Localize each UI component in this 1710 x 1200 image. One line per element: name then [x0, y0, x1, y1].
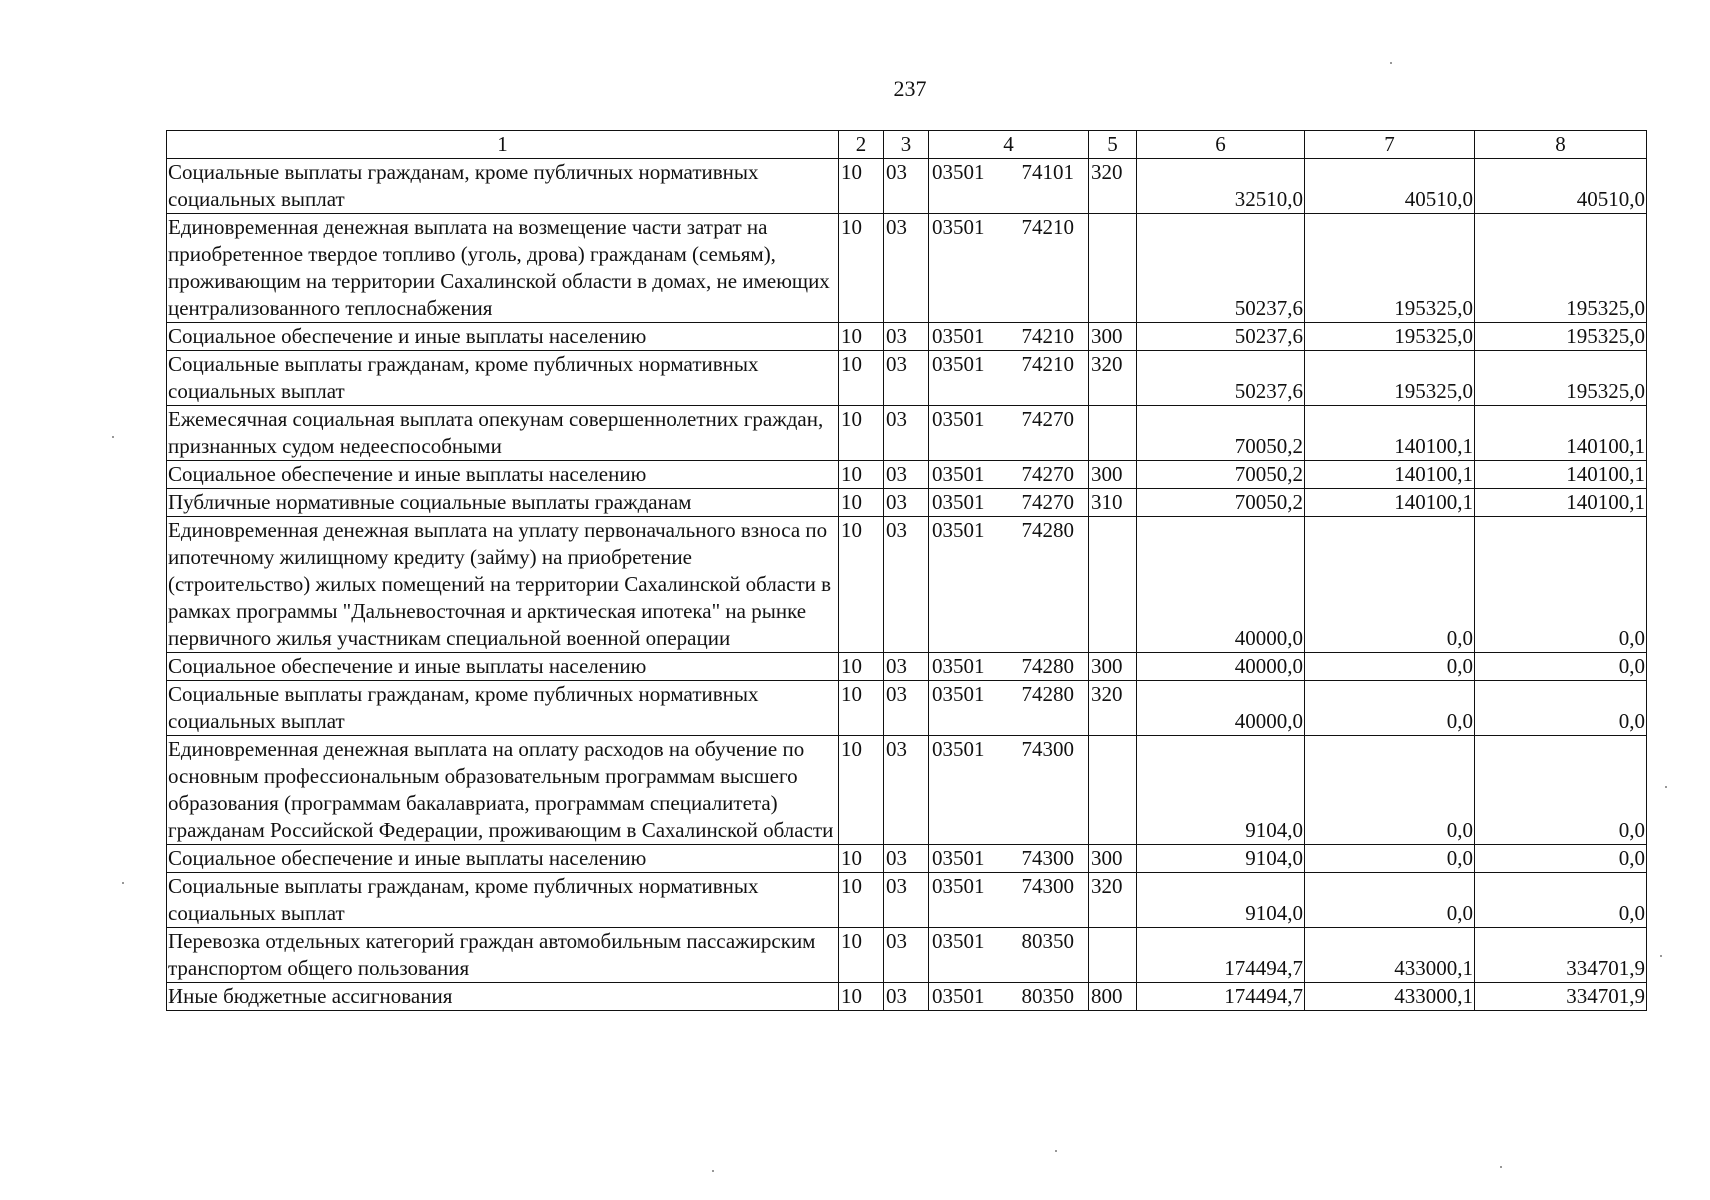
subsection-code-cell: 03 [884, 351, 929, 406]
amount-col8-cell: 0,0 [1475, 873, 1647, 928]
table-row [167, 928, 1647, 983]
expense-type-cell [1089, 736, 1137, 845]
expense-type-cell: 320 [1089, 351, 1137, 406]
scan-speck [1660, 955, 1662, 957]
scan-speck [1055, 1150, 1057, 1152]
section-code-cell: 10 [839, 489, 884, 517]
target-article-cell [929, 517, 1089, 653]
subsection-code-cell: 03 [884, 873, 929, 928]
table-row [167, 461, 1647, 489]
table-row [167, 351, 1647, 406]
table-row [167, 681, 1647, 736]
direction-code: 74300 [1021, 846, 1074, 870]
target-article-cell [929, 928, 1089, 983]
scan-speck [122, 882, 124, 884]
table-row [167, 653, 1647, 681]
amount-col7-cell: 140100,1 [1305, 461, 1475, 489]
header-cell: 8 [1475, 131, 1647, 159]
section-code-cell: 10 [839, 159, 884, 214]
subsection-code-cell: 03 [884, 928, 929, 983]
table-row [167, 323, 1647, 351]
target-article-cell [929, 653, 1089, 681]
section-code-cell: 10 [839, 845, 884, 873]
table-row [167, 489, 1647, 517]
amount-col7-cell: 195325,0 [1305, 351, 1475, 406]
amount-col8-cell: 140100,1 [1475, 406, 1647, 461]
direction-code: 74270 [1021, 462, 1074, 486]
section-code-cell: 10 [839, 461, 884, 489]
subsection-code-cell: 03 [884, 159, 929, 214]
subsection-code-cell: 03 [884, 983, 929, 1011]
subsection-code-cell: 03 [884, 406, 929, 461]
program-code: 03501 [932, 352, 985, 376]
expense-name-cell: Публичные нормативные социальные выплаты гражданам [167, 489, 839, 517]
table-row [167, 214, 1647, 323]
amount-col6-cell: 40000,0 [1137, 517, 1305, 653]
subsection-code-cell: 03 [884, 489, 929, 517]
direction-code: 74280 [1021, 682, 1074, 706]
direction-code: 80350 [1021, 984, 1074, 1008]
header-cell: 2 [839, 131, 884, 159]
expense-type-cell: 800 [1089, 983, 1137, 1011]
amount-col6-cell: 50237,6 [1137, 323, 1305, 351]
target-article-cell [929, 845, 1089, 873]
amount-col6-cell: 70050,2 [1137, 461, 1305, 489]
amount-col8-cell: 334701,9 [1475, 928, 1647, 983]
direction-code: 74280 [1021, 654, 1074, 678]
scan-speck [1390, 62, 1392, 64]
table-row [167, 406, 1647, 461]
amount-col6-cell: 50237,6 [1137, 214, 1305, 323]
target-article-cell [929, 489, 1089, 517]
expense-name-cell: Ежемесячная социальная выплата опекунам совершеннолетних граждан, признанных судом недееспособными [167, 406, 839, 461]
direction-code: 80350 [1021, 929, 1074, 953]
program-code: 03501 [932, 407, 985, 431]
amount-col7-cell: 433000,1 [1305, 928, 1475, 983]
expense-type-cell: 300 [1089, 461, 1137, 489]
program-code: 03501 [932, 490, 985, 514]
expense-type-cell: 300 [1089, 323, 1137, 351]
amount-col8-cell: 0,0 [1475, 681, 1647, 736]
amount-col7-cell: 195325,0 [1305, 323, 1475, 351]
expense-name-cell: Социальное обеспечение и иные выплаты населению [167, 323, 839, 351]
amount-col7-cell: 40510,0 [1305, 159, 1475, 214]
amount-col6-cell: 9104,0 [1137, 845, 1305, 873]
amount-col8-cell: 140100,1 [1475, 461, 1647, 489]
amount-col7-cell: 0,0 [1305, 873, 1475, 928]
expense-name-cell: Социальные выплаты гражданам, кроме публичных нормативных социальных выплат [167, 873, 839, 928]
program-code: 03501 [932, 654, 985, 678]
amount-col7-cell: 0,0 [1305, 736, 1475, 845]
expense-name-cell: Социальные выплаты гражданам, кроме публичных нормативных социальных выплат [167, 351, 839, 406]
budget-table [166, 130, 1647, 1011]
program-code: 03501 [932, 682, 985, 706]
direction-code: 74101 [1021, 160, 1074, 184]
section-code-cell: 10 [839, 873, 884, 928]
direction-code: 74280 [1021, 518, 1074, 542]
table-row [167, 736, 1647, 845]
scan-speck [1500, 1166, 1502, 1168]
header-cell: 7 [1305, 131, 1475, 159]
table-row [167, 983, 1647, 1011]
program-code: 03501 [932, 462, 985, 486]
amount-col8-cell: 0,0 [1475, 845, 1647, 873]
direction-code: 74210 [1021, 324, 1074, 348]
amount-col6-cell: 9104,0 [1137, 873, 1305, 928]
amount-col7-cell: 0,0 [1305, 653, 1475, 681]
amount-col6-cell: 174494,7 [1137, 928, 1305, 983]
header-cell: 3 [884, 131, 929, 159]
header-cell: 4 [929, 131, 1089, 159]
header-cell: 1 [167, 131, 839, 159]
target-article-cell [929, 351, 1089, 406]
subsection-code-cell: 03 [884, 681, 929, 736]
subsection-code-cell: 03 [884, 736, 929, 845]
program-code: 03501 [932, 846, 985, 870]
section-code-cell: 10 [839, 323, 884, 351]
table-row [167, 873, 1647, 928]
expense-name-cell: Единовременная денежная выплата на возмещение части затрат на приобретенное твердое топливо (уголь, дрова) гражданам (семьям), проживающим на территории Сахалинской области в домах, не имеющих централизованного теплоснабжения [167, 214, 839, 323]
amount-col8-cell: 334701,9 [1475, 983, 1647, 1011]
subsection-code-cell: 03 [884, 323, 929, 351]
direction-code: 74300 [1021, 737, 1074, 761]
amount-col7-cell: 0,0 [1305, 845, 1475, 873]
expense-type-cell: 320 [1089, 159, 1137, 214]
program-code: 03501 [932, 518, 985, 542]
amount-col8-cell: 0,0 [1475, 517, 1647, 653]
expense-type-cell [1089, 406, 1137, 461]
expense-name-cell: Перевозка отдельных категорий граждан автомобильным пассажирским транспортом общего пользования [167, 928, 839, 983]
section-code-cell: 10 [839, 214, 884, 323]
expense-name-cell: Социальное обеспечение и иные выплаты населению [167, 845, 839, 873]
expense-name-cell: Социальное обеспечение и иные выплаты населению [167, 653, 839, 681]
header-cell: 6 [1137, 131, 1305, 159]
section-code-cell: 10 [839, 736, 884, 845]
amount-col7-cell: 140100,1 [1305, 489, 1475, 517]
expense-name-cell: Социальное обеспечение и иные выплаты населению [167, 461, 839, 489]
amount-col8-cell: 195325,0 [1475, 351, 1647, 406]
amount-col6-cell: 9104,0 [1137, 736, 1305, 845]
header-cell: 5 [1089, 131, 1137, 159]
amount-col6-cell: 70050,2 [1137, 489, 1305, 517]
amount-col7-cell: 433000,1 [1305, 983, 1475, 1011]
section-code-cell: 10 [839, 928, 884, 983]
expense-type-cell [1089, 517, 1137, 653]
target-article-cell [929, 461, 1089, 489]
section-code-cell: 10 [839, 351, 884, 406]
program-code: 03501 [932, 215, 985, 239]
expense-name-cell: Иные бюджетные ассигнования [167, 983, 839, 1011]
subsection-code-cell: 03 [884, 845, 929, 873]
amount-col7-cell: 0,0 [1305, 681, 1475, 736]
section-code-cell: 10 [839, 681, 884, 736]
direction-code: 74210 [1021, 215, 1074, 239]
scan-speck [712, 1170, 714, 1172]
direction-code: 74300 [1021, 874, 1074, 898]
direction-code: 74210 [1021, 352, 1074, 376]
amount-col7-cell: 195325,0 [1305, 214, 1475, 323]
expense-name-cell: Социальные выплаты гражданам, кроме публичных нормативных социальных выплат [167, 681, 839, 736]
subsection-code-cell: 03 [884, 461, 929, 489]
target-article-cell [929, 159, 1089, 214]
amount-col6-cell: 40000,0 [1137, 653, 1305, 681]
page-number: 237 [893, 76, 927, 101]
expense-name-cell: Единовременная денежная выплата на уплату первоначального взноса по ипотечному жилищному кредиту (займу) на приобретение (строительство) жилых помещений на территории Сахалинской области в рамках программы "Дальневосточная и арктическая ипотека" на рынке первичного жилья участникам специальной военной операции [167, 517, 839, 653]
program-code: 03501 [932, 929, 985, 953]
target-article-cell [929, 873, 1089, 928]
scan-speck [1665, 786, 1667, 788]
program-code: 03501 [932, 737, 985, 761]
amount-col8-cell: 0,0 [1475, 736, 1647, 845]
amount-col8-cell: 0,0 [1475, 653, 1647, 681]
target-article-cell [929, 406, 1089, 461]
section-code-cell: 10 [839, 406, 884, 461]
header-row [167, 131, 1647, 159]
expense-type-cell [1089, 214, 1137, 323]
section-code-cell: 10 [839, 653, 884, 681]
target-article-cell [929, 214, 1089, 323]
amount-col7-cell: 0,0 [1305, 517, 1475, 653]
target-article-cell [929, 681, 1089, 736]
subsection-code-cell: 03 [884, 214, 929, 323]
section-code-cell: 10 [839, 517, 884, 653]
direction-code: 74270 [1021, 490, 1074, 514]
program-code: 03501 [932, 160, 985, 184]
section-code-cell: 10 [839, 983, 884, 1011]
expense-name-cell: Единовременная денежная выплата на оплату расходов на обучение по основным профессиональным образовательным программам высшего образования (программам бакалавриата, программам специалитета) гражданам Российской Федерации, проживающим в Сахалинской области [167, 736, 839, 845]
expense-type-cell: 310 [1089, 489, 1137, 517]
expense-type-cell: 300 [1089, 845, 1137, 873]
target-article-cell [929, 736, 1089, 845]
table-row [167, 517, 1647, 653]
table-row [167, 845, 1647, 873]
target-article-cell [929, 323, 1089, 351]
expense-type-cell [1089, 928, 1137, 983]
amount-col8-cell: 195325,0 [1475, 214, 1647, 323]
subsection-code-cell: 03 [884, 517, 929, 653]
program-code: 03501 [932, 984, 985, 1008]
program-code: 03501 [932, 324, 985, 348]
table-row [167, 159, 1647, 214]
amount-col6-cell: 40000,0 [1137, 681, 1305, 736]
amount-col7-cell: 140100,1 [1305, 406, 1475, 461]
amount-col6-cell: 50237,6 [1137, 351, 1305, 406]
amount-col8-cell: 40510,0 [1475, 159, 1647, 214]
expense-type-cell: 300 [1089, 653, 1137, 681]
amount-col8-cell: 140100,1 [1475, 489, 1647, 517]
target-article-cell [929, 983, 1089, 1011]
amount-col6-cell: 32510,0 [1137, 159, 1305, 214]
scan-speck [112, 436, 114, 438]
amount-col6-cell: 70050,2 [1137, 406, 1305, 461]
subsection-code-cell: 03 [884, 653, 929, 681]
direction-code: 74270 [1021, 407, 1074, 431]
program-code: 03501 [932, 874, 985, 898]
expense-name-cell: Социальные выплаты гражданам, кроме публичных нормативных социальных выплат [167, 159, 839, 214]
amount-col8-cell: 195325,0 [1475, 323, 1647, 351]
amount-col6-cell: 174494,7 [1137, 983, 1305, 1011]
expense-type-cell: 320 [1089, 681, 1137, 736]
expense-type-cell: 320 [1089, 873, 1137, 928]
